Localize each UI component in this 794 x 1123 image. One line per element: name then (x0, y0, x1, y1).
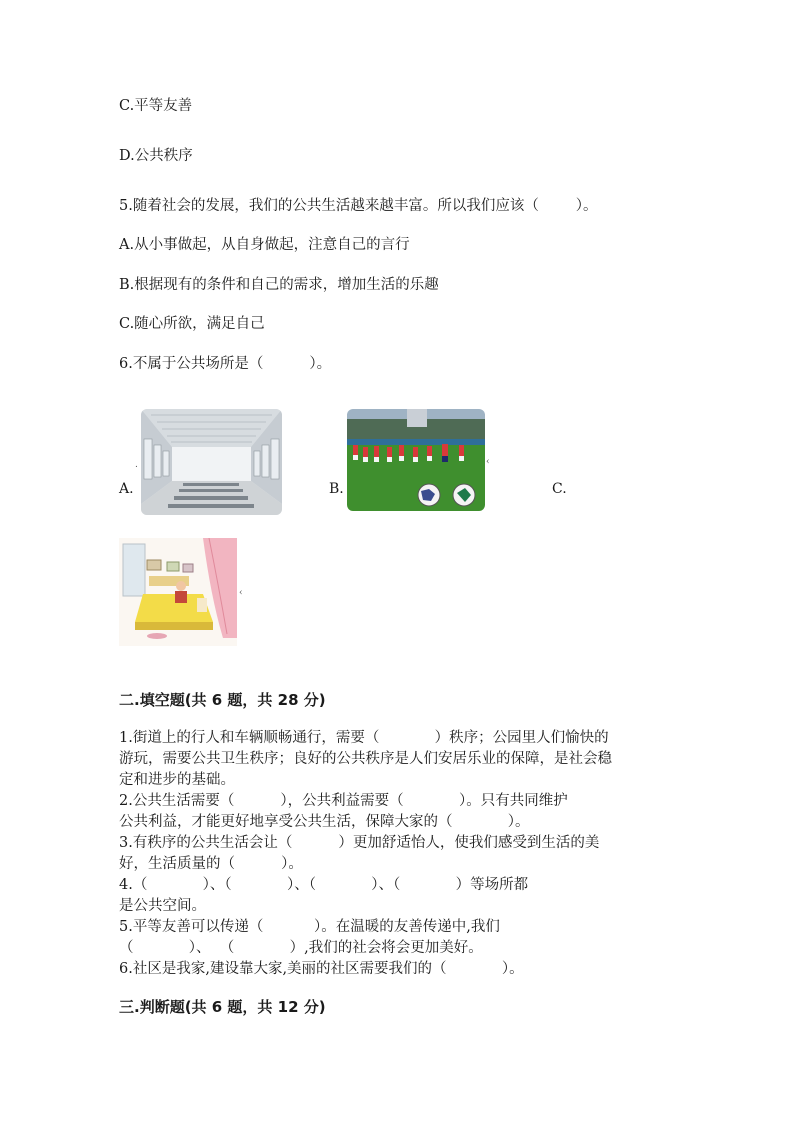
children-football-training-photo (347, 409, 485, 511)
question-5-option-b: B.根据现有的条件和自己的需求，增加生活的乐趣 (119, 277, 439, 293)
fill-line: 2.公共生活需要（ ），公共利益需要（ ）。只有共同维护 (119, 793, 568, 809)
tick-mark: . (135, 460, 138, 470)
fill-line: 游玩，需要公共卫生秩序；良好的公共秩序是人们安居乐业的保障，是社会稳 (119, 751, 612, 767)
section-2-title: 二.填空题(共 6 题，共 28 分) (119, 691, 326, 709)
option-d-q4: D.公共秩序 (119, 148, 193, 164)
question-6-option-a-label: A. (119, 481, 134, 497)
fill-line: 4.（ ）、（ ）、（ ）、（ ）等场所都 (119, 877, 529, 893)
child-bedroom-illustration (119, 538, 237, 646)
fill-in-questions (119, 728, 679, 980)
fill-line: 6.社区是我家,建设靠大家,美丽的社区需要我们的（ ）。 (119, 961, 524, 977)
fill-line: 3.有秩序的公共生活会让（ ）更加舒适怡人，使我们感受到生活的美 (119, 835, 600, 851)
question-5-stem: 5.随着社会的发展，我们的公共生活越来越丰富。所以我们应该（ ）。 (119, 198, 598, 214)
fill-line: 定和进步的基础。 (119, 772, 235, 788)
fill-line: 5.平等友善可以传递（ ）。在温暖的友善传递中,我们 (119, 919, 500, 935)
tick-mark: ‹ (486, 457, 490, 467)
fill-line: 1.街道上的行人和车辆顺畅通行，需要（ ）秩序；公园里人们愉快的 (119, 730, 609, 746)
section-3-title: 三.判断题(共 6 题，共 12 分) (119, 998, 326, 1016)
train-station-waiting-hall-photo (141, 409, 282, 515)
question-6-stem: 6.不属于公共场所是（ ）。 (119, 356, 332, 372)
tick-mark: ‹ (239, 588, 243, 598)
fill-line: 是公共空间。 (119, 898, 206, 914)
option-c-q4: C.平等友善 (119, 98, 193, 114)
question-6-option-c-label: C. (552, 481, 567, 497)
question-5-option-a: A.从小事做起，从自身做起，注意自己的言行 (119, 237, 410, 253)
fill-line: （ ）、 （ ）,我们的社会将会更加美好。 (119, 940, 483, 956)
question-6-option-b-label: B. (329, 481, 344, 497)
fill-line: 好，生活质量的（ ）。 (119, 856, 303, 872)
question-5-option-c: C.随心所欲，满足自己 (119, 316, 265, 332)
fill-line: 公共利益，才能更好地享受公共生活，保障大家的（ ）。 (119, 814, 530, 830)
